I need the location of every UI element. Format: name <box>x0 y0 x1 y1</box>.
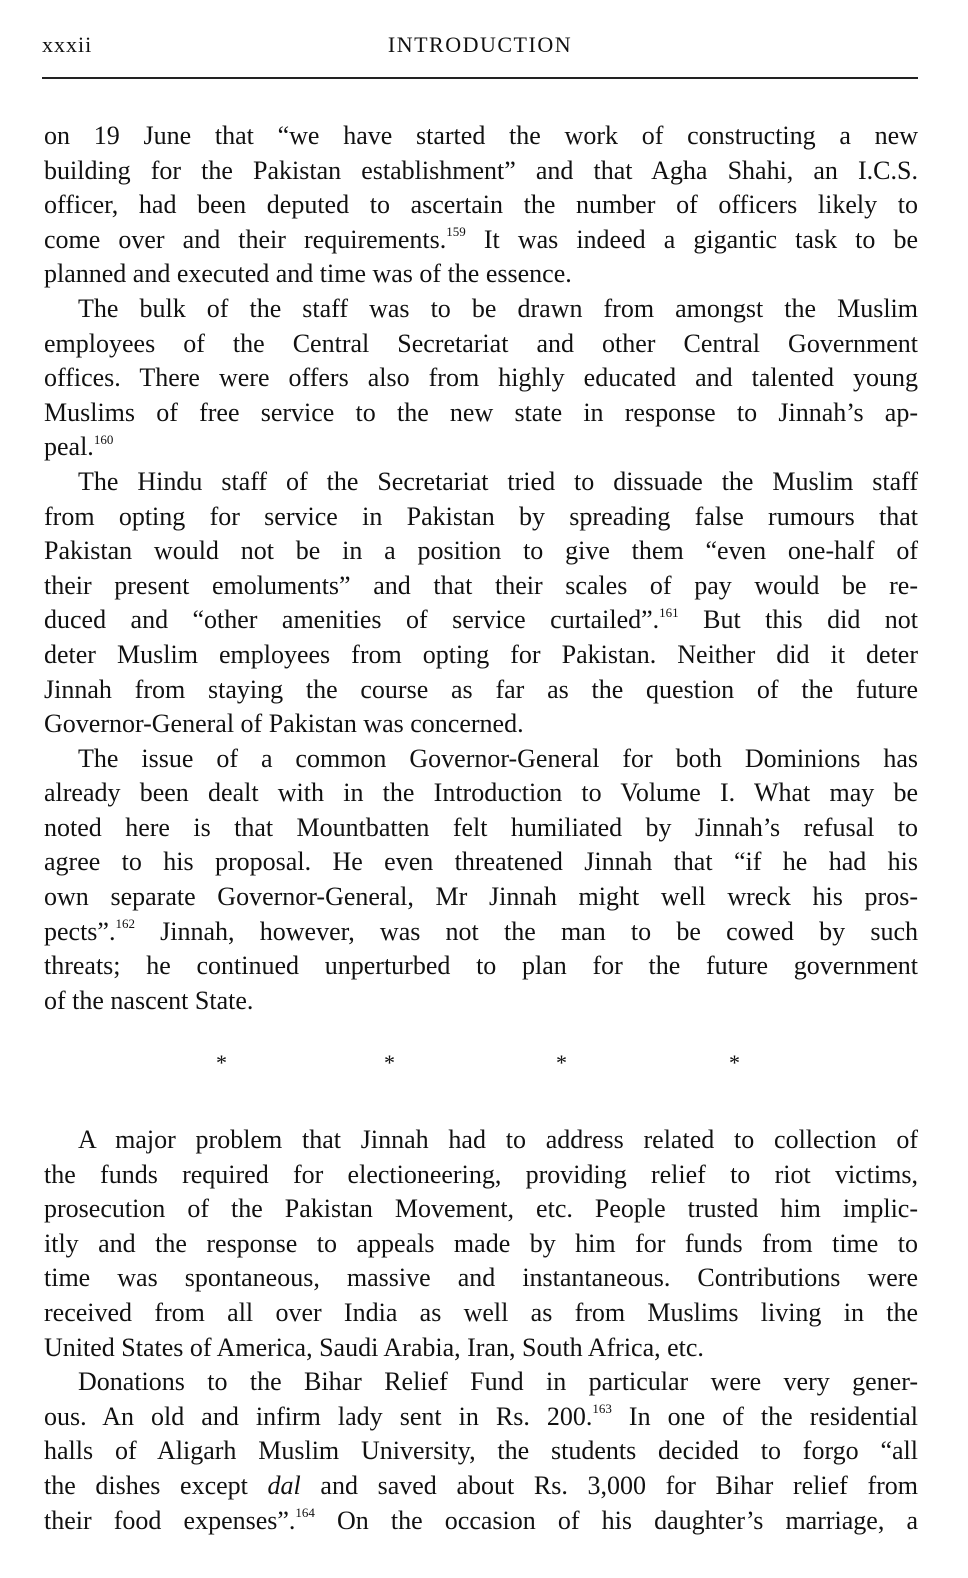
footnote-ref-163: 163 <box>592 1401 612 1417</box>
running-title: INTRODUCTION <box>387 32 573 57</box>
text-line: United States of America, Saudi Arabia, Iran, South Africa, etc. <box>44 1332 704 1362</box>
text-line: come over and their requirements.$^{159}$ It was indeed a gigantic task to be <box>44 224 918 254</box>
text-line: Muslims of free service to the new state in response to Jinnah’s ap- <box>44 397 918 427</box>
text-line: Jinnah from staying the course as far as the question of the future <box>44 674 918 704</box>
text-line: The issue of a common Governor-General for both Dominions has <box>78 743 918 773</box>
text-line: noted here is that Mountbatten felt humiliated by Jinnah’s refusal to <box>44 812 918 842</box>
text-line: the dishes except dal and saved about Rs. 3,000 for Bihar relief from <box>44 1470 918 1500</box>
text-line: itly and the response to appeals made by him for funds from time to <box>44 1228 918 1258</box>
paragraph-1 <box>44 119 918 292</box>
section-break <box>0 1050 968 1080</box>
text-line: employees of the Central Secretariat and other Central Government <box>44 328 918 358</box>
paragraph-5 <box>44 1123 918 1365</box>
text-line: on 19 June that “we have started the work of constructing a new <box>44 121 918 150</box>
footnote-ref-160: 160 <box>93 431 114 447</box>
text-line: already been dealt with in the Introduction to Volume I. What may be <box>44 778 918 808</box>
text-line: building for the Pakistan establishment” and that Agha Shahi, an I.C.S. <box>44 155 918 185</box>
section-break-asterisk: * <box>729 1050 740 1075</box>
text-line: prosecution of the Pakistan Movement, etc. People trusted him implic- <box>44 1194 918 1224</box>
text-line: their food expenses”.$^{164}$ On the occasion of his daughter’s marriage, a <box>44 1504 918 1535</box>
italic-word: dal <box>267 1470 301 1500</box>
header-rule <box>42 77 918 79</box>
paragraph-2 <box>44 292 918 465</box>
text-line: peal.$^{160}$ <box>44 431 114 462</box>
paragraph-3 <box>44 465 918 742</box>
text-line: time was spontaneous, massive and instantaneous. Contributions were <box>44 1263 918 1293</box>
text-line: received from all over India as well as from Muslims living in the <box>44 1297 918 1327</box>
footnote-ref-164: 164 <box>295 1504 315 1520</box>
text-line: A major problem that Jinnah had to address related to collection of <box>78 1125 918 1154</box>
text-line: their present emoluments” and that their scales of pay would be re- <box>44 570 918 600</box>
text-line: The Hindu staff of the Secretariat tried to dissuade the Muslim staff <box>78 466 918 496</box>
running-head <box>42 28 918 64</box>
footnote-ref-162: 162 <box>115 916 135 931</box>
text-line: of the nascent State. <box>44 985 254 1015</box>
text-line: halls of Aligarh Muslim University, the students decided to forgo “all <box>44 1436 918 1466</box>
text-line: pects”.$^{162}$ Jinnah, however, was not the man to be cowed by such <box>44 916 918 946</box>
section-break-asterisk: * <box>216 1050 227 1075</box>
text-line: offices. There were offers also from highly educated and talented young <box>44 363 918 393</box>
text-line: The bulk of the staff was to be drawn from amongst the Muslim <box>78 293 918 323</box>
text-line: own separate Governor-General, Mr Jinnah might well wreck his pros- <box>44 882 918 912</box>
text-line: Governor-General of Pakistan was concerned. <box>44 709 524 739</box>
text-line: deter Muslim employees from opting for Pakistan. Neither did it deter <box>44 639 918 669</box>
footnote-ref-161: 161 <box>659 604 679 620</box>
text-line: from opting for service in Pakistan by spreading false rumours that <box>44 501 918 531</box>
text-line: Pakistan would not be in a position to give them “even one-half of <box>44 536 918 566</box>
paragraph-6 <box>44 1365 918 1538</box>
text-line: threats; he continued unperturbed to plan for the future government <box>44 951 918 981</box>
text-line: the funds required for electioneering, providing relief to riot victims, <box>44 1159 918 1189</box>
text-line: ous. An old and infirm lady sent in Rs. 200.$^{163}$ In one of the residential <box>44 1401 918 1431</box>
page-number: xxxii <box>42 32 93 57</box>
text-line: Donations to the Bihar Relief Fund in particular were very gener- <box>78 1367 918 1397</box>
text-line: duced and “other amenities of service curtailed”.$^{161}$ But this did not <box>44 604 919 635</box>
footnote-ref-159: 159 <box>446 224 466 240</box>
text-line: planned and executed and time was of the essence. <box>44 259 572 289</box>
body-text-bottom <box>44 1123 918 1538</box>
text-line: agree to his proposal. He even threatened Jinnah that “if he had his <box>44 847 918 877</box>
text-line: officer, had been deputed to ascertain the number of officers likely to <box>44 190 918 220</box>
paragraph-4 <box>44 742 918 1019</box>
body-text-top <box>44 119 918 1018</box>
section-break-asterisk: * <box>384 1050 395 1075</box>
section-break-asterisk: * <box>556 1050 567 1075</box>
